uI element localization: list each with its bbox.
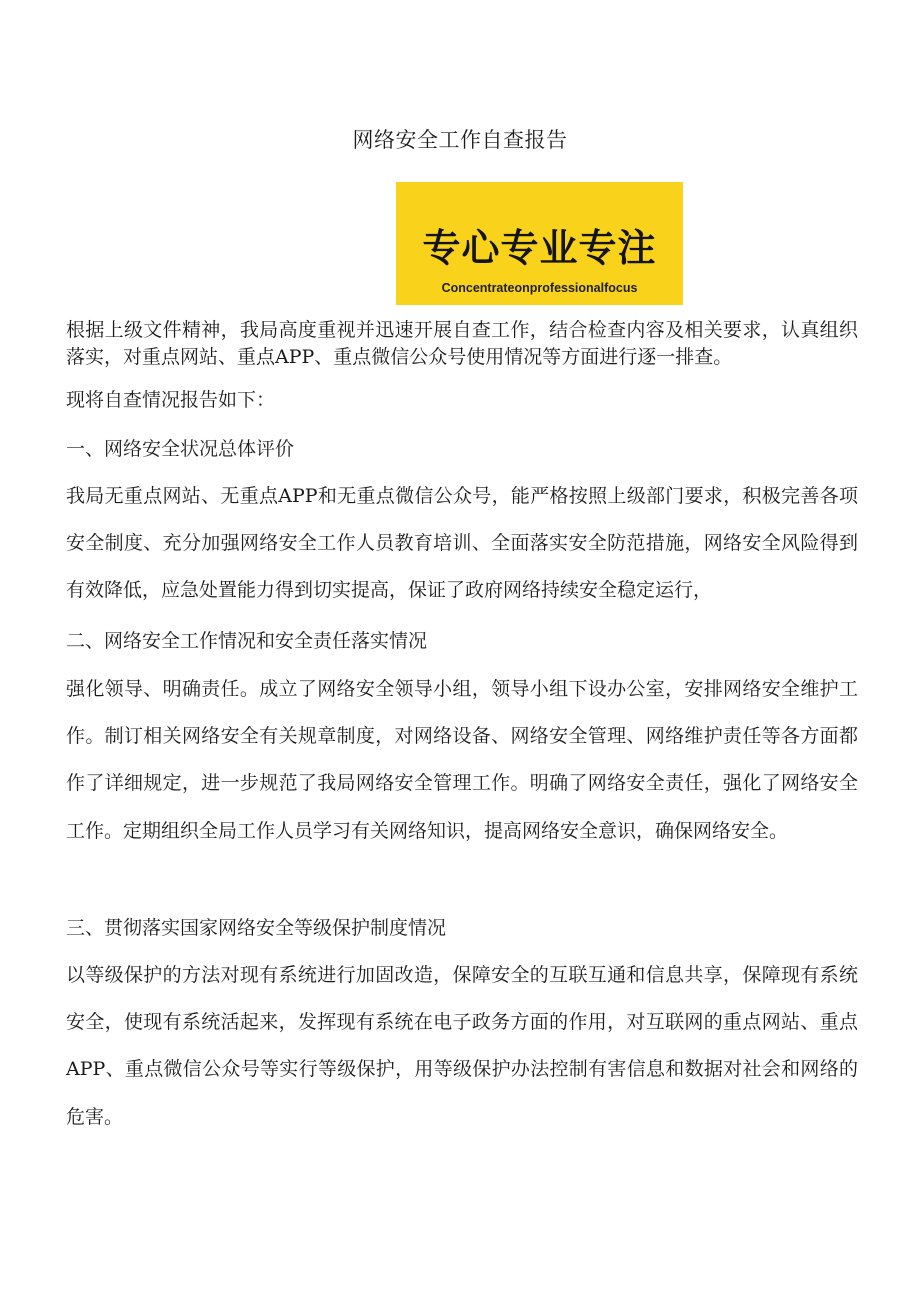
section-1-heading: 一、网络安全状况总体评价 [66,438,295,460]
lead-line: 现将自查情况报告如下： [66,389,276,411]
section-2-body: 强化领导、明确责任。成立了网络安全领导小组，领导小组下设办公室，安排网络安全维护工作。制订相关网络安全有关规章制度，对网络设备、网络安全管理、网络维护责任等各方面都作了详细规定，进一步规范了我局网络安全管理工作。明确了网络安全责任，强化了网络安全工作。定期组织全局工作人员学习有关网络知识，提高网络安全意识，确保网络安全。 [66,678,858,842]
section-3-body: 以等级保护的方法对现有系统进行加固改造，保障安全的互联互通和信息共享，保障现有系统安全，使现有系统活起来，发挥现有系统在电子政务方面的作用，对互联网的重点网站、重点APP、重点微信公众号等实行等级保护，用等级保护办法控制有害信息和数据对社会和网络的危害。 [66,964,858,1128]
banner-sub-text: Concentrateonprofessionalfocus [441,281,638,295]
banner-main-text: 专心专业专注 [422,226,657,270]
section-1-body: 我局无重点网站、无重点APP和无重点微信公众号，能严格按照上级部门要求，积极完善各项安全制度、充分加强网络安全工作人员教育培训、全面落实安全防范措施，网络安全风险得到有效降低，应急处置能力得到切实提高，保证了政府网络持续安全稳定运行， [66,485,858,602]
slogan-banner [396,182,683,305]
page-title: 网络安全工作自查报告 [352,128,568,152]
section-2-heading: 二、网络安全工作情况和安全责任落实情况 [66,630,428,652]
section-3-heading: 三、贯彻落实国家网络安全等级保护制度情况 [66,917,447,939]
intro-paragraph: 根据上级文件精神，我局高度重视并迅速开展自查工作，结合检查内容及相关要求，认真组织落实，对重点网站、重点APP、重点微信公众号使用情况等方面进行逐一排查。 [66,319,858,368]
